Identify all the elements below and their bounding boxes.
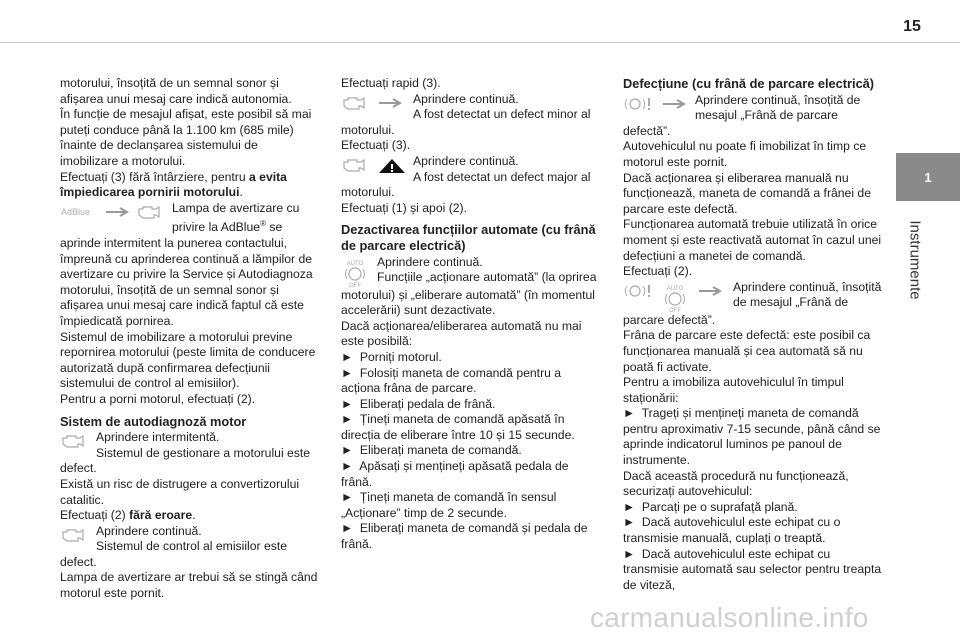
bullet-item: ► Dacă autovehiculul este echipat cu o transmisie manuală, cuplați o treaptă. bbox=[623, 515, 841, 546]
column-2 bbox=[341, 76, 603, 553]
icon-row-adblue: AdBlue Lampa de avertizare cu privire la AdBlue® se bbox=[61, 200, 300, 235]
paragraph: Pentru a porni motorul, efectuați (2). bbox=[60, 391, 256, 406]
svg-text:AUTO: AUTO bbox=[346, 260, 364, 267]
section-heading: Sistem de autodiagnoză motor bbox=[60, 413, 247, 429]
paragraph: Lampa de avertizare ar trebui să se stingă când motorul este pornit. bbox=[60, 570, 318, 601]
warning-triangle-icon bbox=[375, 157, 409, 175]
bullet-item: ► Eliberați maneta de comandă și pedala de frână. bbox=[341, 521, 588, 552]
engine-icon bbox=[136, 204, 164, 220]
svg-text:OFF: OFF bbox=[349, 282, 361, 288]
engine-icon bbox=[60, 527, 88, 543]
paragraph: Efectuați (1) și apoi (2). bbox=[341, 200, 467, 215]
section-tab[interactable]: 1 bbox=[896, 153, 960, 201]
paragraph: Efectuați (2). bbox=[623, 264, 693, 279]
section-heading: Defecțiune (cu frână de parcare electrică) bbox=[623, 76, 875, 91]
paragraph: defectă”. bbox=[623, 123, 671, 138]
section-label: Instrumente bbox=[906, 220, 924, 300]
arrow-icon bbox=[695, 283, 729, 299]
paragraph: Sistemul de imobilizare a motorului previne repornirea motorului (peste limita de conducere autorizată după confirmarea defecțiunii sistemului de control al emisiilor). bbox=[60, 329, 316, 391]
paragraph: Există un risc de distrugere a convertizorului catalitic. bbox=[60, 476, 300, 507]
auto-off-parking-brake-icon bbox=[661, 283, 689, 313]
engine-icon bbox=[60, 433, 88, 449]
engine-icon bbox=[341, 157, 369, 173]
arrow-icon bbox=[659, 96, 693, 112]
paragraph: parcare defectă”. bbox=[623, 312, 716, 327]
paragraph: defect. bbox=[60, 461, 97, 476]
icon-row-major-defect: Aprindere continuă. A fost detectat un defect major al bbox=[341, 154, 603, 185]
section-heading: Dezactivarea funcțiilor automate (cu frână de parcare electrică) bbox=[341, 222, 596, 253]
paragraph: Dacă acționarea și eliberarea manuală nu funcționează, maneta de comandă a frânei de parcare este defectă. bbox=[623, 170, 871, 216]
paragraph: Funcționarea automată trebuie utilizată în orice moment și este reactivată automat în cazul unei defecțiuni a manetei de comandă. bbox=[623, 217, 882, 263]
paragraph: Dacă această procedură nu funcționează, securizați autovehiculul: bbox=[623, 468, 849, 499]
brake-fault-icon bbox=[623, 283, 653, 299]
adblue-warning-icon bbox=[60, 204, 96, 220]
paragraph: Frâna de parcare este defectă: este posibil ca funcționarea manuală și cea automată să nu poată fi activate. bbox=[623, 328, 871, 374]
icon-row-minor-defect: Aprindere continuă. A fost detectat un defect minor al bbox=[341, 92, 603, 123]
bullet-item: ► Țineți maneta de comandă apăsată în direcția de eliberare între 10 și 15 secunde. bbox=[341, 412, 575, 442]
arrow-icon bbox=[102, 204, 136, 220]
column-3 bbox=[623, 76, 885, 593]
watermark: carmanualsonline.info bbox=[590, 602, 869, 633]
icon-row-engine-steady: Aprindere continuă. Sistemul de control al emisiilor este bbox=[60, 524, 318, 555]
paragraph: motorului. bbox=[341, 122, 395, 137]
column-1 bbox=[60, 76, 318, 602]
icon-row-engine-blink: Aprindere intermitentă. Sistemul de gestionare a motorului este bbox=[60, 430, 318, 461]
page-number: 15 bbox=[903, 18, 921, 35]
bullet-item: ► Țineți maneta de comandă în sensul „Acționare” timp de 2 secunde. bbox=[341, 490, 557, 520]
bullet-item: ► Porniți motorul. bbox=[341, 349, 442, 364]
paragraph: motorului, însoțită de un semnal sonor și afișarea unui mesaj care indică autonomia. bbox=[60, 76, 292, 106]
paragraph: Dacă acționarea/eliberarea automată nu mai este posibilă: bbox=[341, 318, 582, 349]
header-divider bbox=[0, 42, 960, 43]
svg-text:OFF: OFF bbox=[669, 307, 681, 313]
arrow-icon bbox=[375, 95, 409, 111]
bullet-item: ► Parcați pe o suprafață plană. bbox=[623, 499, 798, 514]
paragraph: Efectuați rapid (3). bbox=[341, 76, 441, 90]
paragraph: Pentru a imobiliza autovehiculul în timpul staționării: bbox=[623, 375, 844, 405]
paragraph: Efectuați (3). bbox=[341, 138, 411, 153]
auto-off-parking-brake-icon bbox=[341, 258, 369, 288]
icon-row-brake-fault: Aprindere continuă, însoțită de mesajul „Frână de parcare bbox=[623, 93, 885, 124]
brake-fault-icon bbox=[623, 96, 653, 112]
paragraph: motorului) și „eliberare automată” (în momentul accelerării) sunt dezactivate. bbox=[341, 287, 596, 318]
paragraph: aprinde intermitent la punerea contactului, împreună cu aprinderea continuă a lămpilor de avertizare cu privire la Service și Autodiagnoza motorului, însoțită de un semnal sonor și afișarea unui mesaj care indică faptul că este împiedicată pornirea. bbox=[60, 236, 313, 328]
bullet-item: ► Folosiți maneta de comandă pentru a acționa frâna de parcare. bbox=[341, 365, 562, 396]
svg-text:AdBlue: AdBlue bbox=[61, 206, 91, 217]
section-label-container bbox=[900, 205, 930, 315]
paragraph: motorului. bbox=[341, 185, 395, 200]
icon-row-brake-fault-auto: AUTO OFF Aprindere continuă, însoțită de mesajul „Frână de bbox=[623, 280, 885, 313]
icon-row-auto-off: AUTO OFF Aprindere continuă. Funcțiile „acționare automată” (la oprirea bbox=[341, 255, 603, 288]
paragraph: defect. bbox=[60, 554, 97, 569]
paragraph: În funcție de mesajul afișat, este posibil să mai puteți conduce până la 1.100 km (685 mile) înainte de declanșarea sistemului de imobilizare a motorului. bbox=[60, 107, 312, 168]
bullet-item: ► Eliberați pedala de frână. bbox=[341, 396, 496, 411]
engine-icon bbox=[341, 95, 369, 111]
bullet-item: ► Eliberați maneta de comandă. bbox=[341, 443, 522, 458]
paragraph: Autovehiculul nu poate fi imobilizat în timp ce motorul este pornit. bbox=[623, 139, 867, 169]
bullet-item: ► Trageți și mențineți maneta de comandă pentru aproximativ 7-15 secunde, până când se aprinde indicatorul luminos pe panoul de instrumente. bbox=[623, 406, 881, 468]
svg-text:AUTO: AUTO bbox=[666, 285, 684, 292]
paragraph: Efectuați (3) fără întârziere, pentru a evita împiedicarea pornirii motorului. bbox=[60, 169, 287, 200]
bullet-item: ► Apăsați și mențineți apăsată pedala de frână. bbox=[341, 459, 569, 489]
paragraph: Efectuați (2) fără eroare. bbox=[60, 508, 196, 523]
bullet-item: ► Dacă autovehiculul este echipat cu transmisie automată sau selector pentru treapta de viteză, bbox=[623, 546, 882, 592]
